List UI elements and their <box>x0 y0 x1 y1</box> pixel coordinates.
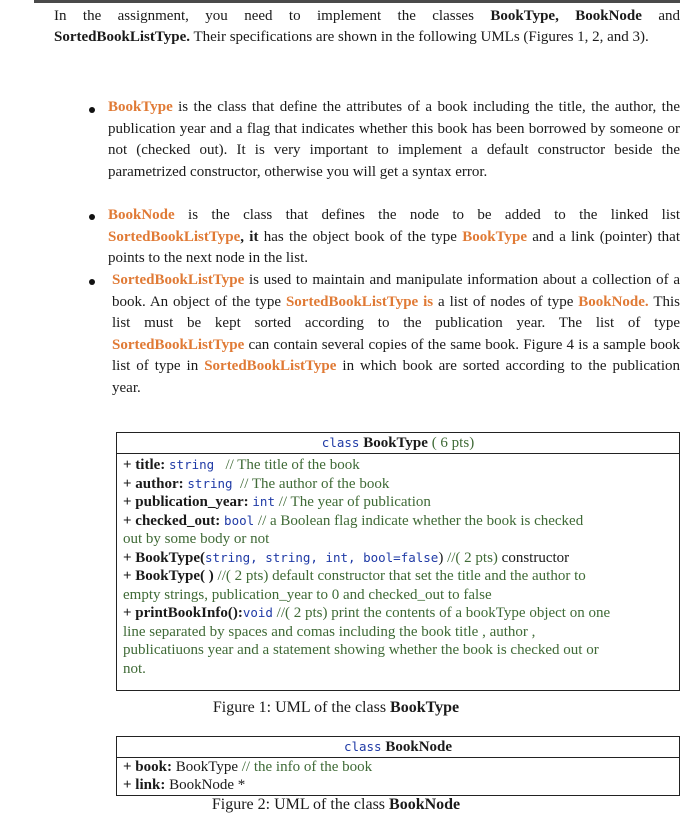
term-sortedbooklisttype: SortedBookListType is <box>285 293 434 310</box>
bullet-booktype <box>108 97 680 183</box>
class-keyword: class <box>321 435 360 450</box>
class-keyword: class <box>343 739 382 754</box>
intro-text-3: Their specifications are shown in the following UMLs (Figures 1, 2, and 3). <box>190 29 649 45</box>
class-name: BookNode <box>385 739 453 755</box>
figure-1-caption: Figure 1: UML of the class BookType <box>212 699 460 716</box>
bullet-text: This list must be kept sorted according to the publication year. The list of type <box>112 293 680 331</box>
member-author: + author: string // The author of the book <box>123 475 390 492</box>
intro-classes-2: SortedBookListType. <box>54 29 190 45</box>
term-booknode: BookNode. <box>578 293 649 310</box>
uml-members <box>117 454 679 690</box>
bullet-text: has the object book of the type <box>258 228 463 245</box>
bullet-text-bold: , it <box>240 228 259 245</box>
intro-paragraph <box>54 6 680 48</box>
method-default-constructor: + BookType( ) //( 2 pts) default constructor that set the title and the author to empty strings, publication_year to 0 and checked_out to false <box>123 568 586 603</box>
member-link: + link: BookNode * <box>123 776 246 793</box>
member-book: + book: BookType // the info of the book <box>123 759 373 775</box>
member-publication-year: + publication_year: int // The year of publication <box>123 494 431 510</box>
uml-header <box>117 433 679 454</box>
top-rule <box>34 0 680 3</box>
bullet-text: is used to maintain and manipulate information about a collection of a book. An object of the type <box>112 272 680 310</box>
uml-header <box>117 737 679 758</box>
intro-text-2: and <box>641 8 680 24</box>
uml-booknode <box>116 736 680 796</box>
bullet-sortedbooklisttype <box>112 270 680 399</box>
term-booknode: BookNode <box>108 207 175 223</box>
member-checked-out: + checked_out: bool // a Boolean flag indicate whether the book is checked out by some body or not <box>123 512 584 547</box>
method-constructor: + BookType(string, string, int, bool=false) //( 2 pts) constructor <box>123 549 570 566</box>
uml-booktype <box>116 432 680 691</box>
class-name: BookType <box>363 435 428 451</box>
term-sortedbooklisttype: SortedBookListType <box>112 336 245 353</box>
method-printbookinfo: + printBookInfo():void //( 2 pts) print the contents of a bookType object on one line separated by spaces and comas including the book title , author , publicatiuons year and a statement showing whether the book is checked out or not. <box>123 605 611 677</box>
term-booktype: BookType <box>108 99 173 115</box>
bullet-text: in which book are sorted according to the publication year. <box>112 358 680 396</box>
bullet-text: and a link (pointer) that points to the next node in the list. <box>108 228 680 266</box>
term-sortedbooklisttype: SortedBookListType <box>108 228 241 245</box>
points-note: ( 6 pts) <box>427 435 475 451</box>
figure-2-caption: Figure 2: UML of the class BookNode <box>211 796 461 813</box>
intro-classes-1: BookType, BookNode <box>490 8 642 24</box>
bullet-text: a list of nodes of type <box>433 293 579 310</box>
bullet-text: is the class that defines the node to be added to the linked list <box>174 207 680 223</box>
uml-members <box>117 758 679 795</box>
bullet-text: is the class that define the attributes of a book including the title, the author, the publication year and a flag that indicates whether this book has been borrowed by someone or not (checked out). It is very important to implement a default constructor beside the parametrized constructor, otherwise you will get a syntax error. <box>108 99 680 180</box>
bullet-booknode <box>108 205 680 270</box>
bullet-text: can contain several copies of the same book. Figure 4 is a sample book list of type in <box>112 336 680 374</box>
term-sortedbooklisttype: SortedBookListType <box>204 358 337 374</box>
bullet-dot <box>89 107 95 113</box>
term-booktype: BookType <box>462 228 527 245</box>
bullet-dot <box>89 214 95 220</box>
bullet-dot <box>89 279 95 285</box>
member-title: + title: string // The title of the book <box>123 457 360 473</box>
intro-text: In the assignment, you need to implement the classes <box>54 8 491 24</box>
term-sortedbooklisttype: SortedBookListType <box>112 272 245 288</box>
